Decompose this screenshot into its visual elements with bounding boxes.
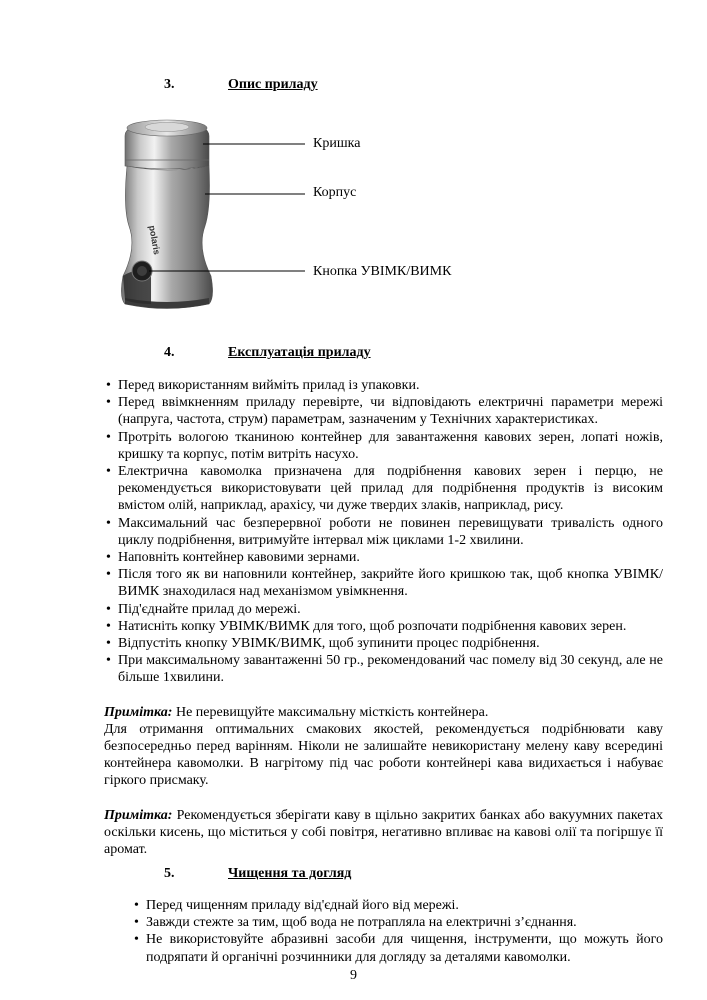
list-item: • Наповніть контейнер кавовими зернами. xyxy=(104,549,663,566)
list-item: • Не використовуйте абразивні засоби для чищення, інструменти, що можуть його подряпати й органічні розчинники для догляду за деталями кавомолки. xyxy=(132,931,663,965)
operation-section-body xyxy=(104,377,663,858)
section-number: 4. xyxy=(164,345,175,360)
section-number: 5. xyxy=(164,866,175,881)
callout-body: Корпус xyxy=(313,185,357,200)
coffee-grinder-illustration xyxy=(105,108,465,323)
section-title: Опис приладу xyxy=(228,77,318,92)
list-item: • Відпустіть кнопку УВІМК/ВИМК, щоб зупинити процес подрібнення. xyxy=(104,635,663,652)
list-item: • Протріть вологою тканиною контейнер для завантаження кавових зерен, лопаті ножів, кришку та корпус, потім витріть насухо. xyxy=(104,429,663,463)
callout-power-button: Кнопка УВІМК/ВИМК xyxy=(313,264,452,279)
list-item: • Максимальний час безперервної роботи не повинен перевищувати тривалість одного циклу подрібнення, витримуйте інтервал між циклами 1-2 хвилини. xyxy=(104,515,663,549)
note-label: Примітка: xyxy=(104,704,173,720)
note-text: Не перевищуйте максимальну місткість контейнера. xyxy=(172,704,489,720)
section-number: 3. xyxy=(164,77,175,92)
operation-steps-list xyxy=(104,377,663,687)
list-item: • Електрична кавомолка призначена для подрібнення кавових зерен і перцю, не рекомендується використовувати цей прилад для подрібнення продуктів із високим вмістом олій, наприклад, арахісу, чи дуже твердих злаків, наприклад, рису. xyxy=(104,463,663,515)
section-title: Експлуатація приладу xyxy=(228,345,371,360)
list-item: • Перед ввімкненням приладу перевірте, чи відповідають електричні параметри мережі (напруга, частота, струм) параметрам, зазначеним у Технічних характеристиках. xyxy=(104,394,663,428)
note-text: Рекомендується зберігати каву в щільно закритих банках або вакуумних пакетах оскільки кисень, що міститься у собі повітря, негативно впливає на кавові олії та погіршує її аромат. xyxy=(104,807,663,858)
brand-logo: polaris xyxy=(147,224,163,256)
list-item: • Перед використанням вийміть прилад із упаковки. xyxy=(104,377,663,394)
device-figure xyxy=(105,108,465,323)
page-number: 9 xyxy=(350,968,357,983)
list-item: • Перед чищенням приладу від'єднай його від мережі. xyxy=(132,897,663,914)
section-title: Чищення та догляд xyxy=(228,866,352,881)
list-item: • При максимальному завантаженні 50 гр., рекомендований час помелу від 30 секунд, але не більше 1хвилини. xyxy=(104,652,663,686)
list-item: • Після того як ви наповнили контейнер, закрийте його кришкою так, щоб кнопка УВІМК/ВИМК знаходилася над механізмом увімкнення. xyxy=(104,566,663,600)
list-item: • Завжди стежте за тим, щоб вода не потрапляла на електричні з’єднання. xyxy=(132,914,663,931)
storage-paragraph: Для отримання оптимальних смакових якостей, рекомендується подрібнювати каву безпосередньо перед варінням. Ніколи не залишайте невикористану мелену каву всередині контейнера кавомолки. В нагрітому під час роботи контейнері кава видихається і набуває гіркого присмаку. xyxy=(104,721,663,789)
note-label: Примітка: xyxy=(104,807,173,823)
list-item: • Натисніть копку УВІМК/ВИМК для того, щоб розпочати подрібнення кавових зерен. xyxy=(104,618,663,635)
cleaning-section-body xyxy=(132,897,663,966)
cleaning-steps-list xyxy=(132,897,663,966)
note-1 xyxy=(104,704,663,721)
callout-lid: Кришка xyxy=(313,136,361,151)
note-2 xyxy=(104,807,663,859)
list-item: • Під'єднайте прилад до мережі. xyxy=(104,601,663,618)
